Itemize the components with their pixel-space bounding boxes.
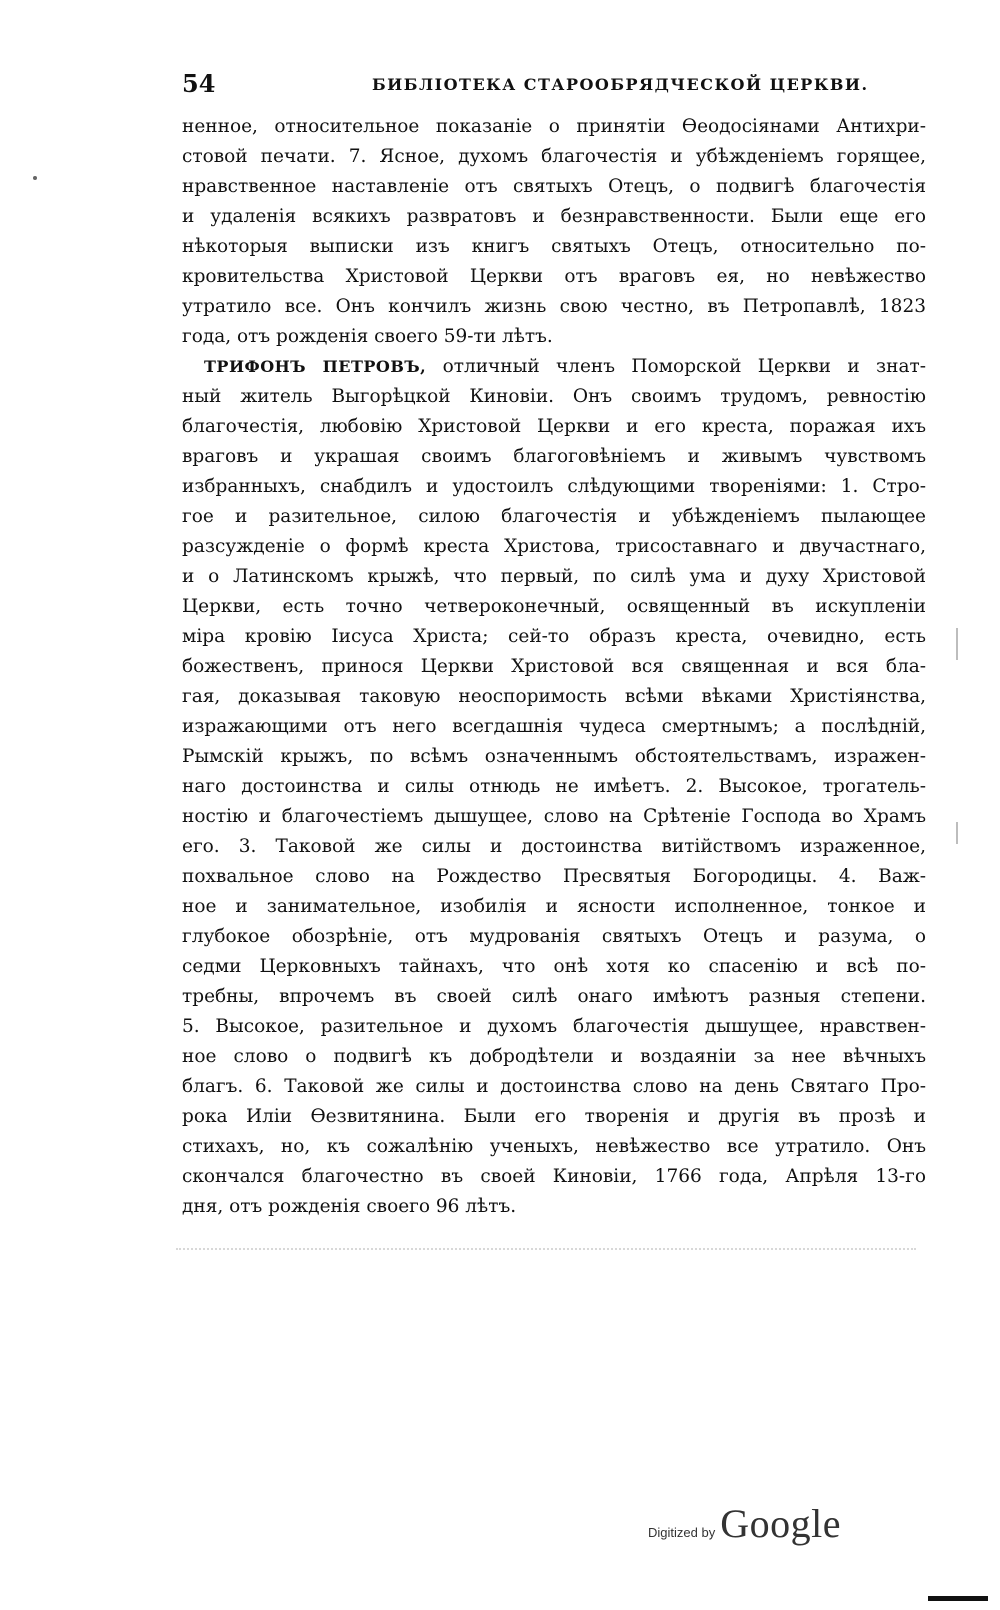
text-line: ное и занимательное, изобилія и ясности исполненное, тонкое и bbox=[182, 896, 926, 917]
text-line: утратило все. Онъ кончилъ жизнь свою честно, въ Петропавлѣ, 1823 bbox=[182, 296, 926, 317]
text-line: Рымскій крыжъ, по всѣмъ означеннымъ обстоятельствамъ, изражен- bbox=[182, 746, 926, 767]
text-line: его. 3. Таковой же силы и достоинства витійствомъ израженное, bbox=[182, 836, 926, 857]
text-line-rest: отличный членъ Поморской Церкви и знат- bbox=[442, 356, 926, 377]
text-line: враговъ и украшая своимъ благоговѣніемъ и живымъ чувствомъ bbox=[182, 446, 926, 467]
text-line: благочестія, любовію Христовой Церкви и его креста, поражая ихъ bbox=[182, 416, 926, 437]
edge-scan-mark bbox=[956, 822, 958, 844]
bleed-through-line bbox=[176, 1248, 916, 1260]
text-line: міра кровію Іисуса Христа; сей-то образъ креста, очевидно, есть bbox=[182, 626, 926, 647]
text-line: глубокое обозрѣніе, отъ мудрованія святыхъ Отецъ и разума, о bbox=[182, 926, 926, 947]
text-line: избранныхъ, снабдилъ и удостоилъ слѣдующими твореніями: 1. Стро- bbox=[182, 476, 926, 497]
text-line: ненное, относительное показаніе о принятіи Ѳеодосіянами Антихри- bbox=[182, 116, 926, 137]
running-title: БИБЛІОТЕКА СТАРООБРЯДЧЕСКОЙ ЦЕРКВИ. bbox=[372, 75, 869, 94]
text-line: седми Церковныхъ тайнахъ, что онѣ хотя ко спасенію и всѣ по- bbox=[182, 956, 926, 977]
scan-corner-mark bbox=[928, 1596, 988, 1601]
text-line: требны, впрочемъ въ своей силѣ онаго имѣютъ разныя степени. bbox=[182, 986, 926, 1007]
body-text bbox=[182, 112, 926, 1222]
edge-scan-mark bbox=[956, 628, 958, 660]
text-line: изражающими отъ него всегдашнія чудеса смертнымъ; а послѣдній, bbox=[182, 716, 926, 737]
text-line: разсужденіе о формѣ креста Христова, трисоставнаго и двучастнаго, bbox=[182, 536, 926, 557]
text-line: и удаленія всякихъ развратовъ и безнравственности. Были еще его bbox=[182, 206, 926, 227]
paragraph-lead-name: ТРИФОНЪ ПЕТРОВЪ, bbox=[204, 357, 427, 376]
text-line: ный житель Выгорѣцкой Киновіи. Онъ своимъ трудомъ, ревностію bbox=[182, 386, 926, 407]
paragraph-first-line bbox=[182, 352, 926, 382]
text-line: стовой печати. 7. Ясное, духомъ благочестія и убѣжденіемъ горящее, bbox=[182, 146, 926, 167]
text-line: ное слово о подвигѣ къ добродѣтели и воздаяніи за нее вѣчныхъ bbox=[182, 1046, 926, 1067]
text-line: благъ. 6. Таковой же силы и достоинства слово на день Святаго Про- bbox=[182, 1076, 926, 1097]
text-line: скончался благочестно въ своей Киновіи, 1766 года, Апрѣля 13-го bbox=[182, 1166, 926, 1187]
text-line: нравственное наставленіе отъ святыхъ Отецъ, о подвигѣ благочестія bbox=[182, 176, 926, 197]
text-line: кровительства Христовой Церкви отъ враговъ ея, но невѣжество bbox=[182, 266, 926, 287]
text-line: и о Латинскомъ крыжѣ, что первый, по силѣ ума и духу Христовой bbox=[182, 566, 926, 587]
text-line: похвальное слово на Рождество Пресвятыя Богородицы. 4. Важ- bbox=[182, 866, 926, 887]
text-line: гая, доказывая таковую неоспоримость всѣми вѣками Христіянства, bbox=[182, 686, 926, 707]
watermark-prefix: Digitized by bbox=[648, 1525, 716, 1540]
text-line: ностію и благочестіемъ дышущее, слово на Срѣтеніе Господа во Храмъ bbox=[182, 806, 926, 827]
text-line: рока Иліи Ѳезвитянина. Были его творенія и другія въ прозѣ и bbox=[182, 1106, 926, 1127]
text-line: Церкви, есть точно четвероконечный, освященный въ искупленіи bbox=[182, 596, 926, 617]
google-logo: Google bbox=[720, 1501, 842, 1546]
page-number: 54 bbox=[182, 69, 216, 98]
running-head bbox=[182, 66, 922, 102]
text-line: 5. Высокое, разительное и духомъ благочестія дышущее, нравствен- bbox=[182, 1016, 926, 1037]
text-line: нѣкоторыя выписки изъ книгъ святыхъ Отецъ, относительно по- bbox=[182, 236, 926, 257]
text-line: наго достоинства и силы отнюдь не имѣетъ. 2. Высокое, трогатель- bbox=[182, 776, 926, 797]
text-line: божественъ, принося Церкви Христовой вся священная и вся бла- bbox=[182, 656, 926, 677]
text-line: дня, отъ рожденія своего 96 лѣтъ. bbox=[182, 1196, 517, 1217]
text-line: стихахъ, но, къ сожалѣнію ученыхъ, невѣжество все утратило. Онъ bbox=[182, 1136, 926, 1157]
digitized-watermark bbox=[648, 1500, 841, 1550]
margin-speck bbox=[33, 176, 37, 180]
text-line: года, отъ рожденія своего 59-ти лѣтъ. bbox=[182, 326, 553, 347]
text-line: гое и разительное, силою благочестія и убѣжденіемъ пылающее bbox=[182, 506, 926, 527]
